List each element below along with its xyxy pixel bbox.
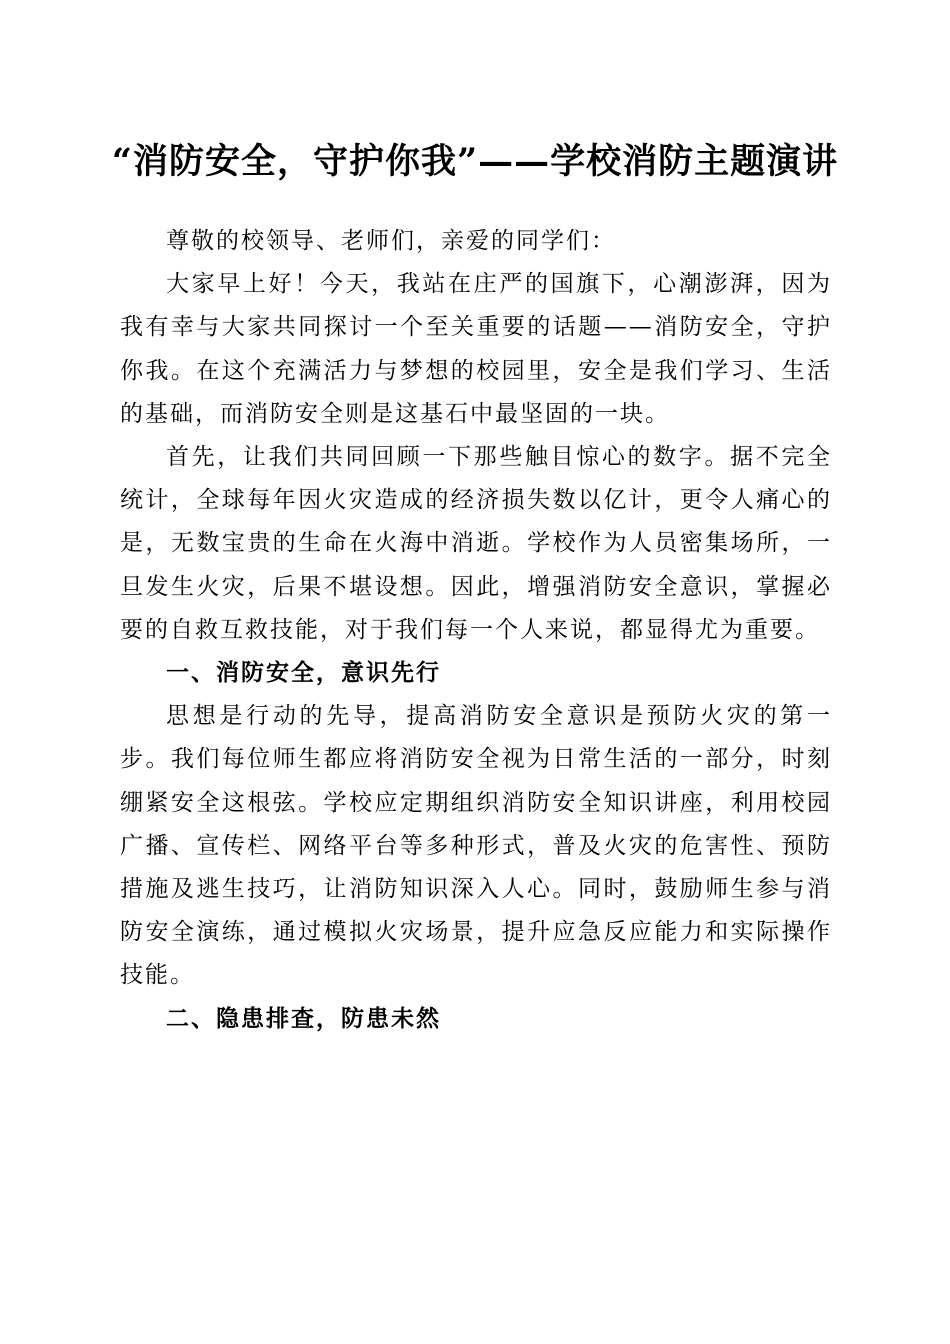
section-paragraph-1: 思想是行动的先导，提高消防安全意识是预防火灾的第一步。我们每位师生都应将消防安全视为日常生活的一部分，时刻绷紧安全这根弦。学校应定期组织消防安全知识讲座，利用校园广播、宣传栏、网络平台等多种形式，普及火灾的危害性、预防措施及逃生技巧，让消防知识深入人心。同时，鼓励师生参与消防安全演练，通过模拟火灾场景，提升应急反应能力和实际操作技能。 (120, 703, 832, 989)
document-body (120, 220, 832, 1041)
document-title: “消防安全，守护你我”——学校消防主题演讲 (111, 141, 839, 182)
section-heading-1: 一、消防安全，意识先行 (166, 660, 441, 687)
intro-paragraph: 大家早上好！今天，我站在庄严的国旗下，心潮澎湃，因为我有幸与大家共同探讨一个至关重要的话题——消防安全，守护你我。在这个充满活力与梦想的校园里，安全是我们学习、生活的基础，而消防安全则是这基石中最坚固的一块。 (120, 271, 832, 427)
section-heading-2: 二、隐患排查，防患未然 (166, 1005, 441, 1032)
salutation: 尊敬的校领导、老师们，亲爱的同学们： (166, 228, 616, 254)
statistics-paragraph: 首先，让我们共同回顾一下那些触目惊心的数字。据不完全统计，全球每年因火灾造成的经济损失数以亿计，更令人痛心的是，无数宝贵的生命在火海中消逝。学校作为人员密集场所，一旦发生火灾，后果不堪设想。因此，增强消防安全意识，掌握必要的自救互救技能，对于我们每一个人来说，都显得尤为重要。 (120, 444, 832, 643)
